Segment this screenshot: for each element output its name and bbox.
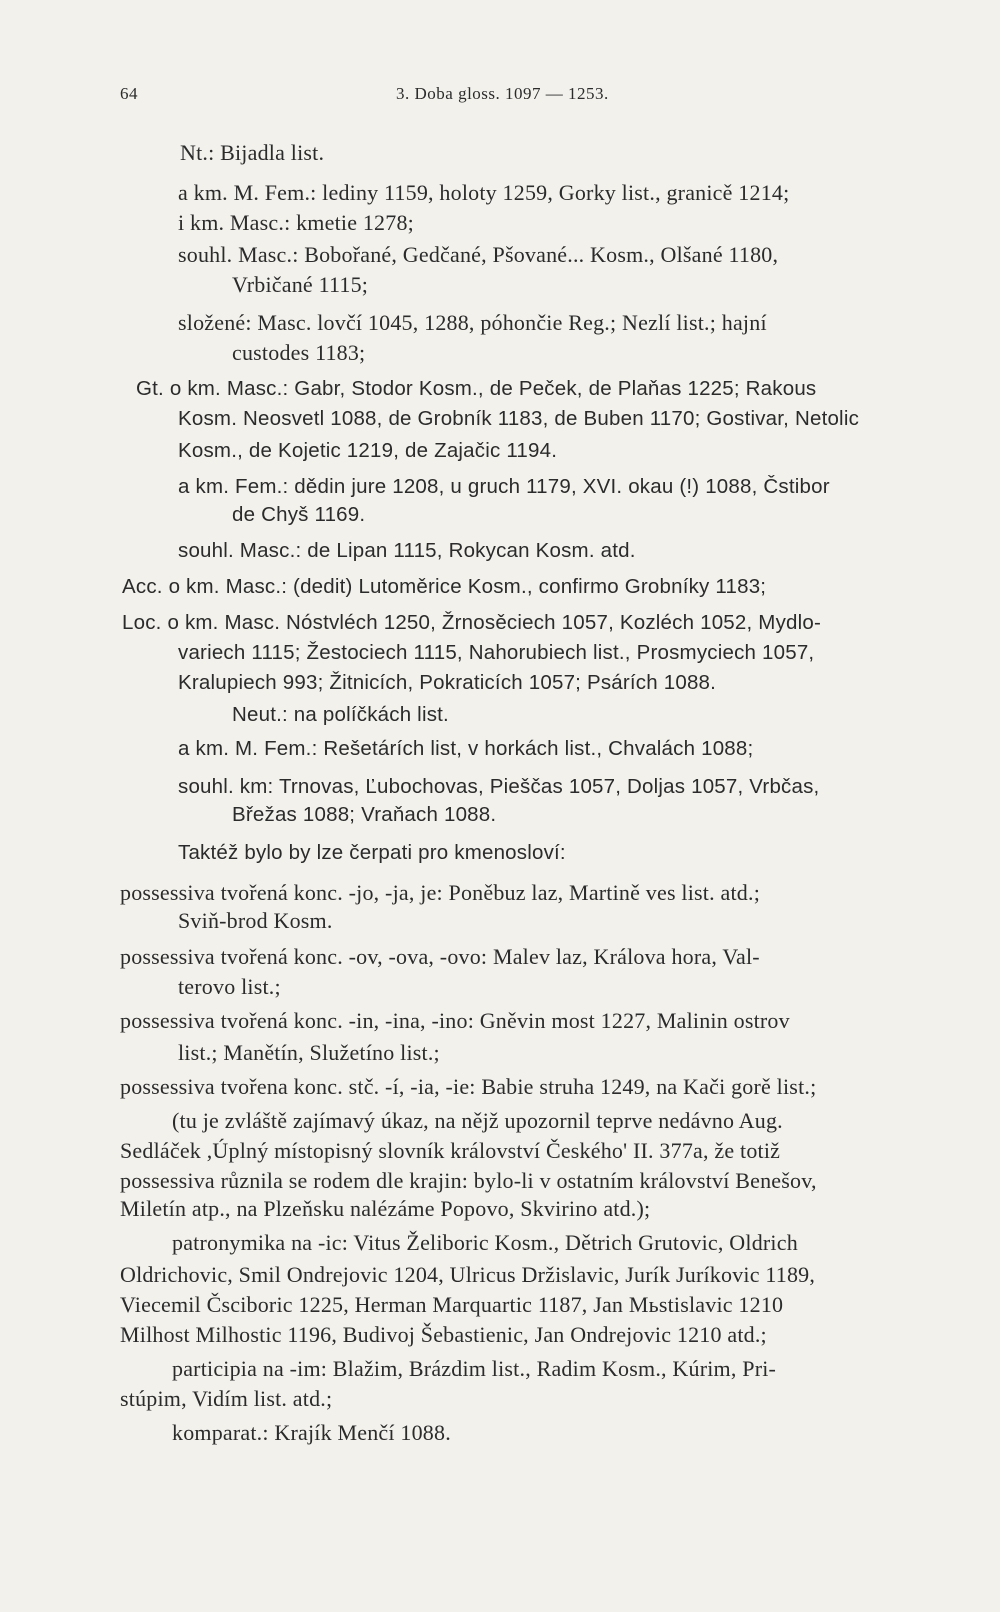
text-line: Sedláček ,Úplný místopisný slovník království Českého' II. 377a, že totiž <box>120 1138 781 1163</box>
running-title: 3. Doba gloss. 1097 — 1253. <box>396 84 609 103</box>
text-line: souhl. Masc.: de Lipan 1115, Rokycan Kosm. atd. <box>178 539 636 562</box>
text-line: possessiva tvořená konc. -in, -ina, -ino: Gněvin most 1227, Malinin ostrov <box>120 1008 790 1033</box>
text-line: possessiva tvořená konc. -jo, -ja, je: Poněbuz laz, Martině ves list. atd.; <box>120 880 761 905</box>
text-line: de Chyš 1169. <box>232 503 366 526</box>
text-line: Miletín atp., na Plzeňsku nalézáme Popovo, Skvirino atd.); <box>120 1196 651 1221</box>
text-line: Kosm., de Kojetic 1219, de Zajačic 1194. <box>178 439 558 462</box>
text-line: Nt.: Bijadla list. <box>180 140 325 165</box>
text-line: possessiva různila se rodem dle krajin: bylo-li v ostatním království Benešov, <box>120 1168 817 1193</box>
text-line: komparat.: Krajík Menčí 1088. <box>172 1420 451 1445</box>
text-line: souhl. km: Trnovas, Ľubochovas, Pieščas 1057, Doljas 1057, Vrbčas, <box>178 775 820 798</box>
text-line: Kosm. Neosvetl 1088, de Grobník 1183, de Buben 1170; Gostivar, Netolic <box>178 407 860 430</box>
text-line: terovo list.; <box>178 974 281 999</box>
text-line: Acc. o km. Masc.: (dedit) Lutoměrice Kosm., confirmo Grobníky 1183; <box>122 575 767 598</box>
text-line: složené: Masc. lovčí 1045, 1288, póhončie Reg.; Nezlí list.; hajní <box>178 310 767 335</box>
text-line: Neut.: na políčkách list. <box>232 703 449 726</box>
text-line: variech 1115; Žestociech 1115, Nahorubiech list., Prosmyciech 1057, <box>178 641 815 664</box>
text-line: stúpim, Vidím list. atd.; <box>120 1386 333 1411</box>
text-line: Oldrichovic, Smil Ondrejovic 1204, Ulricus Držislavic, Jurík Juríkovic 1189, <box>120 1262 816 1287</box>
text-line: Loc. o km. Masc. Nóstvléch 1250, Žrnosěciech 1057, Kozléch 1052, Mydlo- <box>122 611 822 634</box>
text-line: custodes 1183; <box>232 340 366 365</box>
text-line: a km. M. Fem.: Rešetárích list, v horkách list., Chvalách 1088; <box>178 737 754 760</box>
text-line: possessiva tvořená konc. -ov, -ova, -ovo: Malev laz, Králova hora, Val- <box>120 944 760 969</box>
text-line: Kralupiech 993; Žitnicích, Pokraticích 1057; Psárích 1088. <box>178 671 717 694</box>
text-line: Vrbičané 1115; <box>232 272 369 297</box>
text-line: Sviň-brod Kosm. <box>178 908 333 933</box>
text-line: possessiva tvořena konc. stč. -í, -ia, -ie: Babie struha 1249, na Kači gorě list.; <box>120 1074 817 1099</box>
text-line: Milhost Milhostic 1196, Budivoj Šebastienic, Jan Ondrejovic 1210 atd.; <box>120 1322 767 1347</box>
text-line: a km. M. Fem.: lediny 1159, holoty 1259, Gorky list., granicě 1214; <box>178 180 790 205</box>
text-line: Gt. o km. Masc.: Gabr, Stodor Kosm., de Peček, de Plaňas 1225; Rakous <box>136 377 817 400</box>
text-line: a km. Fem.: dědin jure 1208, u gruch 1179, XVI. okau (!) 1088, Čstibor <box>178 475 830 498</box>
text-line: Viecemil Čsciboric 1225, Herman Marquartic 1187, Jan Mьstislavic 1210 <box>120 1292 784 1317</box>
page-number: 64 <box>120 84 138 103</box>
text-line: patronymika na -ic: Vitus Želiboric Kosm., Dětrich Grutovic, Oldrich <box>172 1230 798 1255</box>
text-line: i km. Masc.: kmetie 1278; <box>178 210 414 235</box>
text-line: Břežas 1088; Vraňach 1088. <box>232 803 497 826</box>
text-line: (tu je zvláště zajímavý úkaz, na nějž upozornil teprve nedávno Aug. <box>172 1108 783 1133</box>
text-line: list.; Manětín, Služetíno list.; <box>178 1040 440 1065</box>
text-line: Taktéž bylo by lze čerpati pro kmenosloví: <box>178 841 566 864</box>
text-line: participia na -im: Blažim, Brázdim list., Radim Kosm., Kúrim, Pri- <box>172 1356 777 1381</box>
text-line: souhl. Masc.: Bobořané, Gedčané, Pšované... Kosm., Olšané 1180, <box>178 242 779 267</box>
